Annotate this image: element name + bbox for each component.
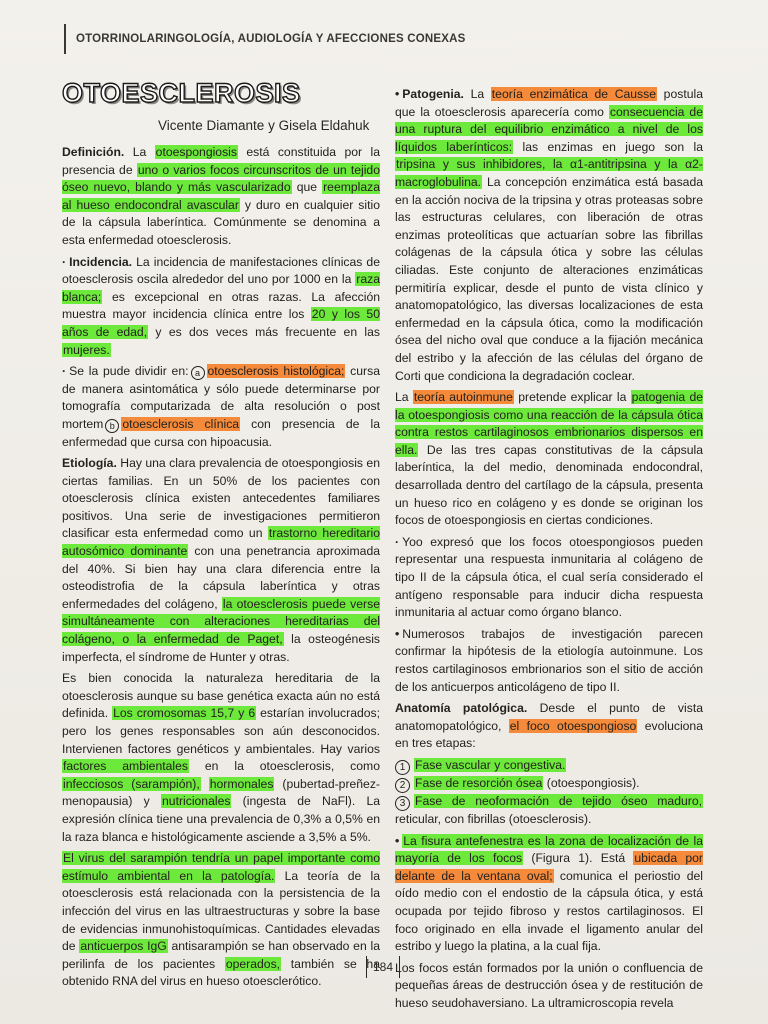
paragraph-anatomia bbox=[395, 700, 703, 753]
text-run: con presencia de la enfermedad que cursa con hipoacusia. bbox=[62, 416, 380, 449]
chapter-title: OTOESCLEROSIS bbox=[62, 78, 301, 108]
highlight-orange: teoría autoinmune bbox=[413, 390, 513, 405]
paragraph-fisura bbox=[395, 833, 703, 956]
text-run: La bbox=[463, 87, 491, 101]
circled-number-3: 3 bbox=[395, 796, 410, 811]
text-run: La bbox=[124, 145, 155, 159]
text-run: que bbox=[291, 180, 323, 195]
highlight-green: La fisura antefenestra es la zona de localización de la mayoría de los focos bbox=[395, 833, 703, 866]
text-run bbox=[201, 777, 209, 791]
bullet-mark: · bbox=[62, 254, 67, 269]
circled-number-1: 1 bbox=[395, 760, 410, 775]
circled-letter-a: a bbox=[191, 366, 205, 380]
highlight-orange: otoesclerosis clínica bbox=[122, 416, 240, 431]
highlight-green: nutricionales bbox=[162, 794, 231, 809]
highlight-green: factores ambientales bbox=[63, 759, 188, 774]
paragraph-focos bbox=[395, 960, 703, 1013]
highlight-orange: otoesclerosis histológica; bbox=[207, 364, 345, 379]
page-number: 184 bbox=[366, 956, 400, 978]
paragraph-patogenia bbox=[395, 86, 703, 385]
text-run: pretende explicar la bbox=[513, 390, 631, 405]
text-run: está constituida por la presencia de bbox=[62, 145, 380, 177]
highlight-green: infecciosos (sarampión), bbox=[63, 776, 200, 791]
text-run: Yoo expresó que los focos otoespongiosos pueden representar una respuesta inmunitaria al colágeno de tipo II de la cápsula ótica, el cual sería considerado el antígeno responsable para inducir dicha respuesta inmunitaria al actuar como órgano blanco. bbox=[395, 534, 703, 620]
section-label-definicion: Definición. bbox=[62, 145, 125, 159]
highlight-green: reemplaza al hueso endocondral avascular bbox=[62, 180, 381, 212]
paragraph-etiologia bbox=[62, 455, 380, 666]
text-run: comunica el periostio del oído medio con el endostio de la cápsula ótica, y está ocupada por tejido fibroso y restos cartilaginosos. El foco originado en ella invade el ligamento anular del estribo y luego la platina, a la cual fija. bbox=[395, 868, 703, 954]
highlight-green: anticuerpos IgG bbox=[80, 939, 167, 954]
authors-line: Vicente Diamante y Gisela Eldahuk bbox=[158, 118, 370, 133]
highlight-green: 20 y los 50 años de edad, bbox=[62, 307, 380, 339]
paragraph-herencia bbox=[62, 670, 380, 846]
text-run: postula que la otoesclerosis aparecería como bbox=[395, 87, 703, 119]
highlight-green: hormonales bbox=[209, 776, 274, 791]
highlight-green: Fase de neoformación de tejido óseo maduro, bbox=[415, 793, 702, 808]
bullet-mark: • bbox=[395, 87, 400, 101]
highlight-orange: el foco otoespongioso bbox=[509, 718, 637, 733]
left-column bbox=[62, 144, 380, 995]
text-run: (otoespongiosis). bbox=[543, 775, 640, 790]
text-run: (Figura 1). Está bbox=[523, 851, 634, 866]
text-run: Se la pude dividir en: bbox=[69, 364, 189, 379]
highlight-green: Fase vascular y congestiva. bbox=[415, 757, 566, 772]
text-run: (ingesta de NaFl). La expresión clínica tiene una prevalencia de 0,3% a 0,5% en la raza blanca e histológicamente asciende a 3,5% a 5%. bbox=[62, 794, 380, 844]
text-run: Es bien conocida la naturaleza hereditaria de la otoesclerosis aunque su base genética exacta aún no está definida. bbox=[62, 671, 380, 721]
highlight-green: tripsina y sus inhibidores, la α1-antitripsina y la α2-macroglobulina. bbox=[395, 157, 703, 189]
text-run: en la otoesclerosis, como bbox=[188, 759, 380, 774]
bullet-mark: • bbox=[395, 833, 400, 848]
highlight-green: otoespongiosis bbox=[155, 145, 237, 159]
highlight-green: trastorno hereditario autosómico dominante bbox=[62, 526, 380, 559]
highlight-orange: ubicada por delante de la ventana oval; bbox=[395, 851, 703, 883]
highlight-green: la otoesclerosis puede verse simultáneamente con alteraciones hereditarias del colágeno, o la enfermedad de Paget, bbox=[62, 596, 380, 647]
paragraph-yoo bbox=[395, 534, 703, 622]
text-run: La teoría de la otoesclerosis está relacionada con la persistencia de la infección del virus en las ultraestructuras y sobre la base de evidencias inmunohistoquímicas. Cantidades elevadas de bbox=[62, 868, 380, 954]
text-run: (pubertad-preñez-menopausia) y bbox=[62, 776, 380, 809]
text-run: cursa de manera asintomática y sólo puede determinarse por tomografía computarizada de alta resolución o post mortem bbox=[62, 364, 380, 431]
text-run: La incidencia de manifestaciones clínicas de otoesclerosis oscila alrededor del uno por 1000 en la bbox=[62, 254, 380, 287]
text-run: las enzimas en juego son la bbox=[513, 139, 703, 154]
text-run: evoluciona en tres etapas: bbox=[395, 718, 703, 751]
paragraph-incidencia bbox=[62, 254, 380, 360]
bullet-mark: • bbox=[395, 626, 400, 641]
highlight-green: patogenia de la otoespongiosis como una reacción de la cápsula ótica contra restos cartilaginosos embrionarios dispersos en ella. bbox=[395, 390, 704, 457]
circled-number-2: 2 bbox=[395, 778, 410, 793]
section-label-etiologia: Etiología. bbox=[62, 456, 117, 471]
text-run: reticular, con fibrillas (otoesclerosis). bbox=[395, 811, 592, 826]
text-run: De las tres capas constitutivas de la cápsula laberíntica, la del medio, denominada endocondral, desarrollada dentro del cartílago de la cápsula, presenta un hueso rico en colágeno y es donde se originan los focos de otoespongiosis en ciertas condiciones. bbox=[395, 442, 703, 528]
section-label-anatomia: Anatomía patológica. bbox=[395, 701, 528, 716]
text-run: también se ha obtenido RNA del virus en hueso otoesclerótico. bbox=[62, 956, 380, 989]
text-run: y es dos veces más frecuente en las bbox=[148, 324, 380, 339]
phase-item-2 bbox=[395, 775, 703, 793]
text-run: es excepcional en otras razas. La afección muestra mayor incidencia clínica entre los bbox=[62, 289, 380, 322]
highlight-green: Fase de resorción ósea bbox=[415, 775, 543, 790]
text-run: la osteogénesis imperfecta, el síndrome de Hunter y otras. bbox=[62, 632, 380, 664]
highlight-green: El virus del sarampión tendría un papel importante como estímulo ambiental en la patología. bbox=[62, 851, 380, 883]
text-run: La concepción enzimática está basada en la acción nociva de la tripsina y otras proteasas sobre las estructuras celulares, con liberación de otras enzimas proteolíticas que actuarían sobre las fibrillas colágenas de la cápsula ótica y sobre las células ciliadas. Este conjunto de alteraciones enzimáticas permitiría explicar, desde el punto de vista clínico y anatomopatológico, las diversas localizaciones de esta enfermedad en la cápsula ótica, como la modificación ósea del nicho oval que conduce a la fijación mecánica del estribo y la afección de las células del órgano de Corti que condiciona la degradación coclear. bbox=[395, 174, 703, 383]
highlight-green: raza blanca; bbox=[62, 272, 380, 304]
text-run: Los focos están formados por la unión o confluencia de pequeñas áreas de destrucción ósea y de restitución de hueso seudohaversiano. La ultramicroscopia revela bbox=[395, 960, 703, 1010]
paragraph-definicion bbox=[62, 144, 380, 250]
paragraph-virus bbox=[62, 850, 380, 991]
phase-item-1 bbox=[395, 757, 703, 775]
paragraph-division bbox=[62, 363, 380, 451]
running-header: OTORRINOLARINGOLOGÍA, AUDIOLOGÍA Y AFECCIONES CONEXAS bbox=[64, 24, 716, 54]
highlight-green: consecuencia de una ruptura del equilibrio enzimático a nivel de los líquidos laberínticos: bbox=[395, 104, 703, 154]
text-run: y duro en cualquier sitio de la cápsula laberíntica. Comúnmente se denomina a esta enfermedad otoesclerosis. bbox=[62, 197, 380, 247]
bullet-mark: · bbox=[395, 534, 400, 549]
highlight-green: operados, bbox=[225, 956, 281, 971]
paragraph-numerosos bbox=[395, 626, 703, 696]
text-run: Hay una clara prevalencia de otoespongiosis en ciertas familias. En un 50% de los pacientes con otoesclerosis clínica existen antecedentes familiares positivos. Una serie de investigaciones permitieron clasificar esta enfermedad como un bbox=[62, 456, 380, 541]
text-run: La bbox=[395, 390, 413, 405]
phase-item-3 bbox=[395, 793, 703, 829]
text-run: Desde el punto de vista anatomopatológico, bbox=[395, 701, 703, 733]
text-run: Numerosos trabajos de investigación parecen confirmar la hipótesis de la etiología autoinmune. Los restos cartilaginosos embrionarios son el sitio de acción de los anticuerpos anticolágeno de tipo II. bbox=[395, 626, 703, 694]
highlight-green: uno o varios focos circunscritos de un tejido óseo nuevo, blando y más vascularizado bbox=[62, 162, 380, 195]
highlight-green: mujeres. bbox=[63, 342, 110, 357]
text-run: con una penetrancia aproximada del 40%. Si bien hay una clara diferencia entre la osteodistrofia de la cápsula laberíntica y otras enfermedades del colágeno, bbox=[62, 544, 381, 611]
text-run: antisarampión se han observado en la perilinfa de los pacientes bbox=[62, 939, 380, 971]
highlight-orange: teoría enzimática de Causse bbox=[491, 87, 657, 101]
text-run: estarían involucrados; pero los genes responsables son aún desconocidos. Intervienen factores genéticos y ambientales. Hay varios bbox=[62, 706, 381, 756]
circled-letter-b: b bbox=[105, 419, 119, 433]
right-column bbox=[395, 86, 703, 1017]
section-label-patogenia: Patogenia. bbox=[402, 87, 464, 101]
highlight-green: Los cromosomas 15,7 y 6 bbox=[113, 706, 256, 721]
section-label-incidencia: Incidencia. bbox=[69, 254, 133, 269]
paragraph-autoinmune bbox=[395, 389, 703, 530]
bullet-mark: · bbox=[62, 364, 67, 379]
